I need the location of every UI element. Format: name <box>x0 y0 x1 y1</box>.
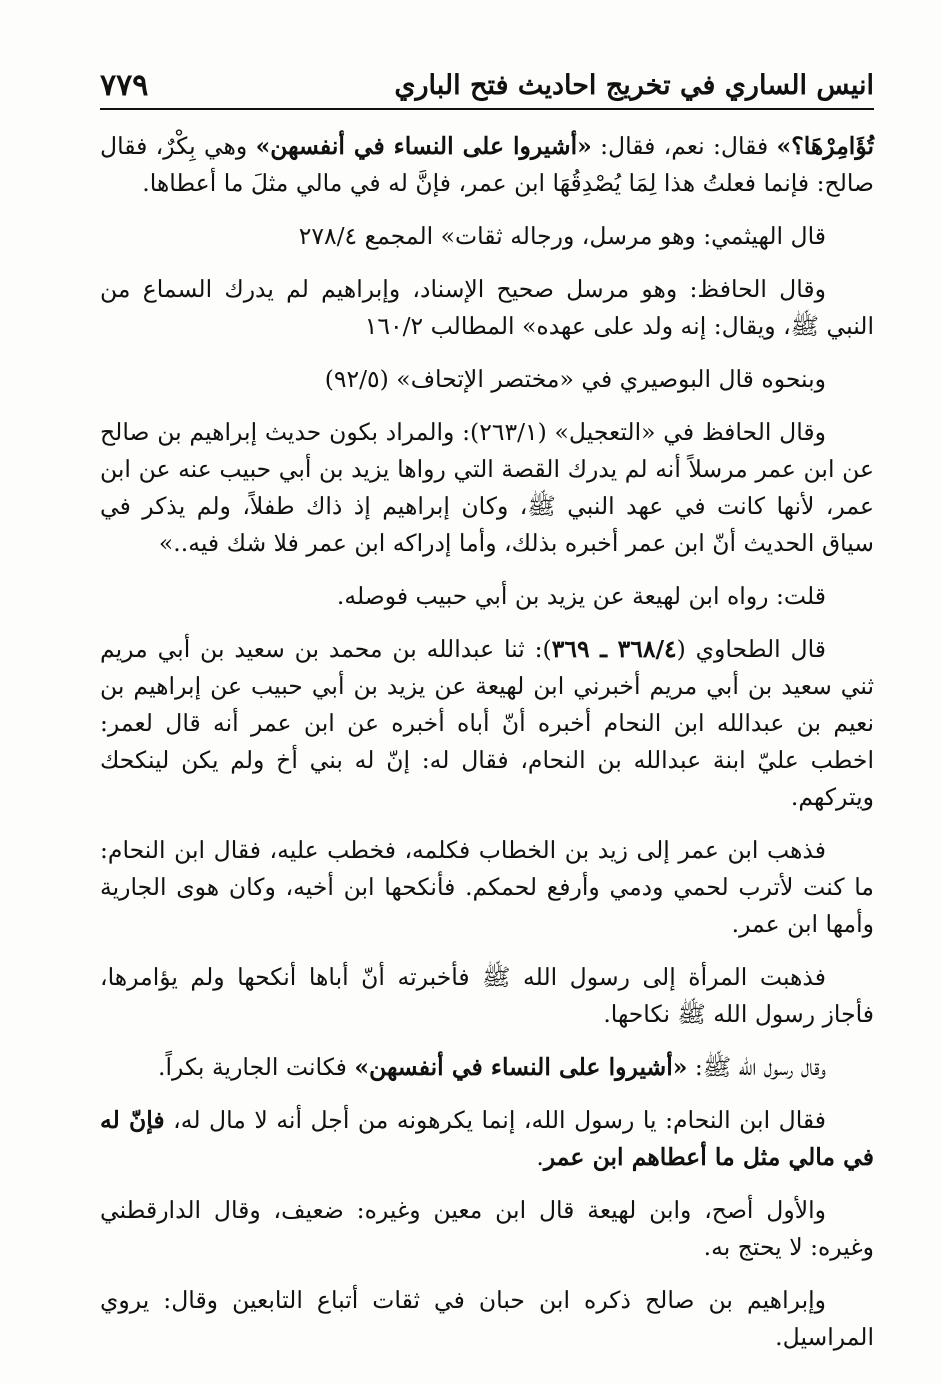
text-run: ): ثنا عبدالله بن محمد بن سعيد بن أبي مريم ثني سعيد بن أبي مريم أخبرني ابن لهيعة عن يزيد بن أبي حبيب عن إبراهيم بن نعيم بن عبدالله ابن النحام أخبره أنّ أباه أخبره عن ابن عمر أنه قال لعمر: اخطب عليّ ابنة عبدالله بن النحام، فقال له: إنّ له بني أخ ولم يكن لينكحك ويتركهم. <box>100 635 874 811</box>
paragraph <box>100 361 874 398</box>
bold-text-run: فإنّ له في مالي مثل ما أعطاهم ابن عمر <box>100 1106 874 1171</box>
running-title: انيس الساري في تخريج احاديث فتح الباري <box>394 70 874 101</box>
text-run: والأول أصح، وابن لهيعة قال ابن معين وغيره: ضعيف، وقال الدارقطني وغيره: لا يحتج به. <box>100 1196 874 1261</box>
text-run: قلت: رواه ابن لهيعة عن يزيد بن أبي حبيب فوصله. <box>336 582 826 610</box>
text-run: وقال الحافظ: وهو مرسل صحيح الإسناد، وإبراهيم لم يدرك السماع من النبي ﷺ، ويقال: إنه ولد على عهده» المطالب ١٦٠/٢ <box>100 275 874 340</box>
text-run: فقال: نعم، فقال: <box>591 132 777 160</box>
paragraph <box>100 1282 874 1356</box>
bold-text-run: «أشيروا على النساء في أنفسهن» <box>255 132 592 160</box>
text-run: قال الطحاوي ( <box>676 635 826 663</box>
paragraph <box>100 414 874 562</box>
paragraph <box>100 1049 874 1086</box>
main-text <box>100 128 874 1372</box>
paragraph <box>100 959 874 1033</box>
text-run: وهي بِكْرٌ، فقال صالح: فإنما فعلتُ هذا لِمَا يُصْدِقُهَا ابن عمر، فإنَّ له في مالي مثلَ ما أعطاها. <box>100 132 874 197</box>
text-run: فذهبت المرأة إلى رسول الله ﷺ فأخبرته أنّ أباها أنكحها ولم يؤامرها، فأجاز رسول الله ﷺ نكاحها. <box>100 963 874 1028</box>
bold-text-run: تُؤَامِرْهَا؟» <box>776 132 875 160</box>
paragraph <box>100 578 874 615</box>
text-run: قال الهيثمي: وهو مرسل، ورجاله ثقات» المجمع ٢٧٨/٤ <box>298 222 826 250</box>
paragraph <box>100 128 874 202</box>
page-header <box>100 68 874 110</box>
text-run: فذهب ابن عمر إلى زيد بن الخطاب فكلمه، فخطب عليه، فقال ابن النحام: ما كنت لأترب لحمي ودمي وأرفع لحمكم. فأنكحها ابن أخيه، وكان هوى الجارية وأمها ابن عمر. <box>100 836 874 938</box>
text-run: فكانت الجارية بكراً. <box>157 1053 355 1081</box>
text-run: فقال ابن النحام: يا رسول الله، إنما يكرهونه من أجل أنه لا مال له، <box>164 1106 827 1134</box>
page-number: ٧٧٩ <box>100 68 149 103</box>
bold-text-run: «أشيروا على النساء في أنفسهن» <box>354 1053 688 1081</box>
text-run: وبنحوه قال البوصيري في «مختصر الإتحاف» (٩٢/٥) <box>324 365 826 393</box>
paragraph <box>100 1102 874 1176</box>
text-run: . <box>536 1143 544 1171</box>
text-run: وقال الحافظ في «التعجيل» (٢٦٣/١): والمراد بكون حديث إبراهيم بن صالح عن ابن عمر مرسلاً أنه لم يدرك القصة التي رواها يزيد بن أبي حبيب عنه عن ابن عمر، لأنها كانت في عهد النبي ﷺ، وكان إبراهيم إذ ذاك طفلاً، ولم يذكر في سياق الحديث أنّ ابن عمر أخبره بذلك، وأما إدراكه ابن عمر فلا شك فيه..» <box>100 418 874 557</box>
paragraph <box>100 631 874 816</box>
bold-text-run: ٣٦٨/٤ ـ ٣٦٩ <box>551 635 677 663</box>
text-run: وإبراهيم بن صالح ذكره ابن حبان في ثقات أتباع التابعين وقال: يروي المراسيل. <box>100 1286 874 1351</box>
text-run: وقال رسول الله ﷺ: <box>687 1053 826 1081</box>
paragraph <box>100 218 874 255</box>
paragraph <box>100 1192 874 1266</box>
paragraph <box>100 271 874 345</box>
paragraph <box>100 832 874 943</box>
